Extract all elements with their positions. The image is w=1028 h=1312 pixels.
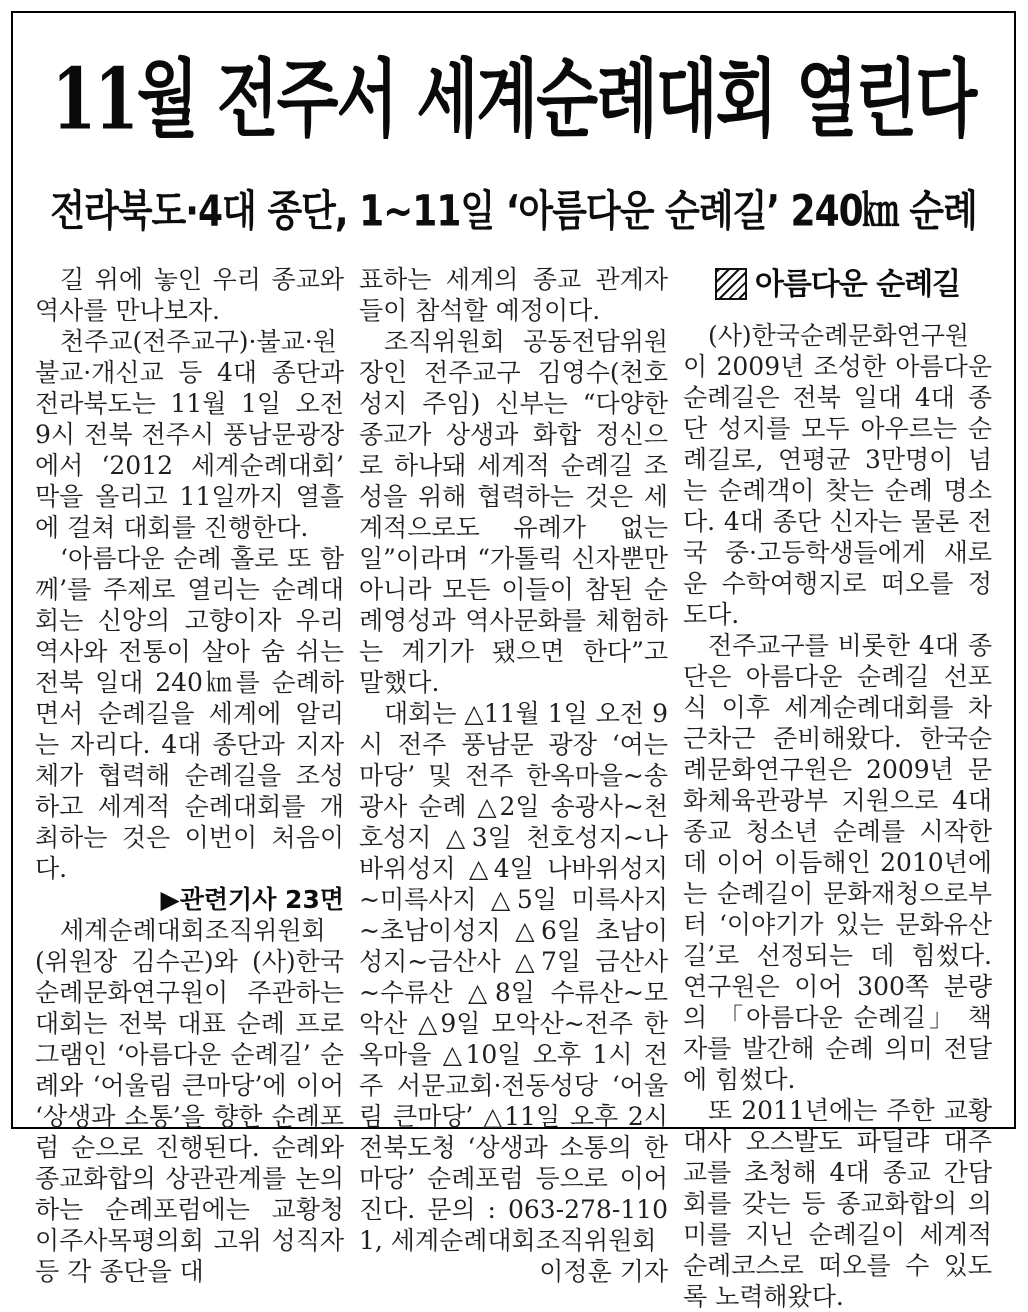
article-paragraph: 조직위원회 공동전담위원장인 전주교구 김영수(천호성지 주임) 신부는 “다양한 종교가 상생과 화합 정신으로 하나돼 세계적 순례길 조성을 위해 협력하는 것은 세계적으로도 유례가 없는 일”이라며 “가톨릭 신자뿐만 아니라 모든 이들이 참된 순례영성과 역사문화를 체험하는 계기가 됐으면 한다”고 말했다. [359, 327, 668, 697]
article-paragraph: (사)한국순례문화연구원이 2009년 조성한 아름다운 순례길은 전북 일대 4대 종단 성지를 모두 아우르는 순례길로, 연평균 3만명이 넘는 순례객이 찾는 순례 명소다. 4대 종단 신자는 물론 전국 중·고등학생들에게 새로운 수학여행지로 떠오를 정도다. [683, 321, 992, 629]
article-column-1 [35, 264, 344, 1312]
article-paragraph: 전주교구를 비롯한 4대 종단은 아름다운 순례길 선포식 이후 세계순례대회를 차근차근 준비해왔다. 한국순례문화연구원은 2009년 문화체육관광부 지원으로 4대 종교 청소년 순례를 시작한 데 이어 이듬해인 2010년에는 순례길이 문화재청으로부터 ‘이야기가 있는 문화유산길’로 선정되는 데 힘썼다. 연구원은 이어 300쪽 분량의 「아름다운 순례길」 책자를 발간해 순례 의미 전달에 힘썼다. [683, 631, 992, 1094]
article-paragraph: 대회는 △11월 1일 오전 9시 전주 풍남문 광장 ‘여는 마당’ 및 전주 한옥마을~송광사 순례 △2일 송광사~천호성지 △3일 천호성지~나바위성지 △4일 나바위성지~미륵사지 △5일 미륵사지~초남이성지 △6일 초남이성지~금산사 △7일 금산사~수류산 △8일 수류산~모악산 △9일 모악산~전주 한옥마을 △10일 오후 1시 전주 서문교회·전동성당 ‘어울림 큰마당’ △11일 오후 2시 전북도청 ‘상생과 소통의 한마당’ 순례포럼 등으로 이어진다. 문의 : 063-278-1101, 세계순례대회조직위원회 [359, 699, 668, 1255]
headline [13, 47, 1014, 150]
related-article-note: ▶관련기사 23면 [160, 885, 344, 914]
article-paragraph: ‘아름다운 순례 홀로 또 함께’를 주제로 열리는 순례대회는 신앙의 고향이자 우리 역사와 전통이 살아 숨 쉬는 전북 일대 240㎞를 순례하면서 순례길을 세계에 알리는 자리다. 4대 종단과 지자체가 협력해 순례길을 조성하고 세계적 순례대회를 개최하는 것은 이번이 처음이다. [35, 544, 344, 883]
article-paragraph: 길 위에 놓인 우리 종교와 역사를 만나보자. [35, 265, 344, 325]
article-columns [13, 264, 1014, 1312]
article-paragraph: 또 2011년에는 주한 교황대사 오스발도 파딜랴 대주교를 초청해 4대 종교 간담회를 갖는 등 종교화합의 의미를 지닌 순례길이 세계적 순례코스로 떠오를 수 있도록 노력해왔다. [683, 1096, 992, 1311]
sidebar-section-title: 아름다운 순례길 [754, 266, 961, 302]
article-column-2 [359, 264, 668, 1312]
subheadline-text: 전라북도·4대 종단, 1~11일 ‘아름다운 순례길’ 240㎞ 순례 [50, 187, 977, 237]
headline-text: 11월 전주서 세계순례대회 열린다 [51, 50, 976, 150]
article-paragraph: 세계순례대회조직위원회(위원장 김수곤)와 (사)한국순례문화연구원이 주관하는 대회는 전북 대표 순례 프로그램인 ‘아름다운 순례길’ 순례와 ‘어울림 큰마당’에 이어 ‘상생과 소통’을 향한 순례포럼 순으로 진행된다. 순례와 종교화합의 상관관계를 논의하는 순례포럼에는 교황청 이주사목평의회 고위 성직자 등 각 종단을 대 [35, 916, 344, 1286]
article-paragraph: 천주교(전주교구)·불교·원불교·개신교 등 4대 종단과 전라북도는 11월 1일 오전 9시 전북 전주시 풍남문광장에서 ‘2012 세계순례대회’ 막을 올리고 11일까지 열흘에 걸쳐 대회를 진행한다. [35, 327, 344, 542]
subheadline [13, 183, 1014, 237]
article-paragraph-continuation: 표하는 세계의 종교 관계자들이 참석할 예정이다. [359, 265, 668, 325]
article-column-3 [683, 264, 992, 1312]
hatched-box-icon [715, 268, 747, 300]
sidebar-section-header [683, 268, 992, 300]
page-frame [11, 11, 1016, 1311]
byline: 이정훈 기자 [539, 1257, 668, 1286]
